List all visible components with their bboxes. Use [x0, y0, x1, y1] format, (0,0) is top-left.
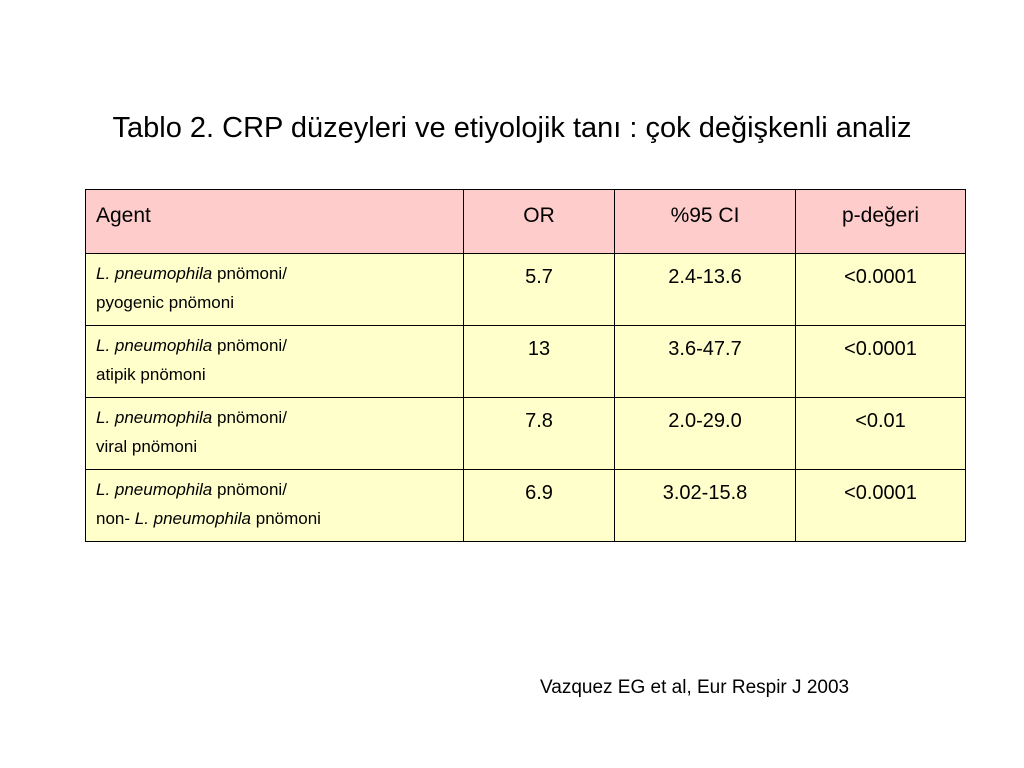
comparison-label: atipik pnömoni — [96, 365, 206, 384]
comparison-label: non- — [96, 509, 135, 528]
p-value: <0.0001 — [796, 470, 966, 542]
organism-name: L. pneumophila — [96, 408, 213, 427]
agent-suffix: pnömoni — [251, 509, 321, 528]
p-value: <0.0001 — [796, 254, 966, 326]
results-table — [85, 189, 966, 542]
agent-cell — [86, 254, 464, 326]
p-value: <0.01 — [796, 398, 966, 470]
organism-name: L. pneumophila — [96, 336, 213, 355]
agent-cell — [86, 470, 464, 542]
comparison-label: viral pnömoni — [96, 437, 198, 456]
header-p-value: p-değeri — [796, 190, 966, 254]
organism-name: L. pneumophila — [96, 480, 213, 499]
header-or: OR — [464, 190, 615, 254]
table-row — [86, 398, 966, 470]
agent-suffix: pnömoni/ — [212, 408, 287, 427]
header-ci: %95 CI — [615, 190, 796, 254]
ci-value: 3.02-15.8 — [615, 470, 796, 542]
citation: Vazquez EG et al, Eur Respir J 2003 — [540, 677, 850, 698]
or-value: 7.8 — [464, 398, 615, 470]
agent-suffix: pnömoni/ — [212, 480, 287, 499]
agent-cell — [86, 398, 464, 470]
or-value: 5.7 — [464, 254, 615, 326]
table-row — [86, 326, 966, 398]
or-value: 6.9 — [464, 470, 615, 542]
comparison-label: pyogenic pnömoni — [96, 293, 234, 312]
agent-cell — [86, 326, 464, 398]
header-agent: Agent — [86, 190, 464, 254]
table-header-row — [86, 190, 966, 254]
ci-value: 2.4-13.6 — [615, 254, 796, 326]
table-row — [86, 254, 966, 326]
agent-suffix: pnömoni/ — [212, 336, 287, 355]
ci-value: 2.0-29.0 — [615, 398, 796, 470]
organism-name: L. pneumophila — [96, 264, 213, 283]
or-value: 13 — [464, 326, 615, 398]
table-row — [86, 470, 966, 542]
slide-title: Tablo 2. CRP düzeyleri ve etiyolojik tanı : çok değişkenli analiz — [112, 112, 912, 144]
ci-value: 3.6-47.7 — [615, 326, 796, 398]
organism-name: L. pneumophila — [134, 509, 252, 528]
agent-suffix: pnömoni/ — [212, 264, 287, 283]
p-value: <0.0001 — [796, 326, 966, 398]
